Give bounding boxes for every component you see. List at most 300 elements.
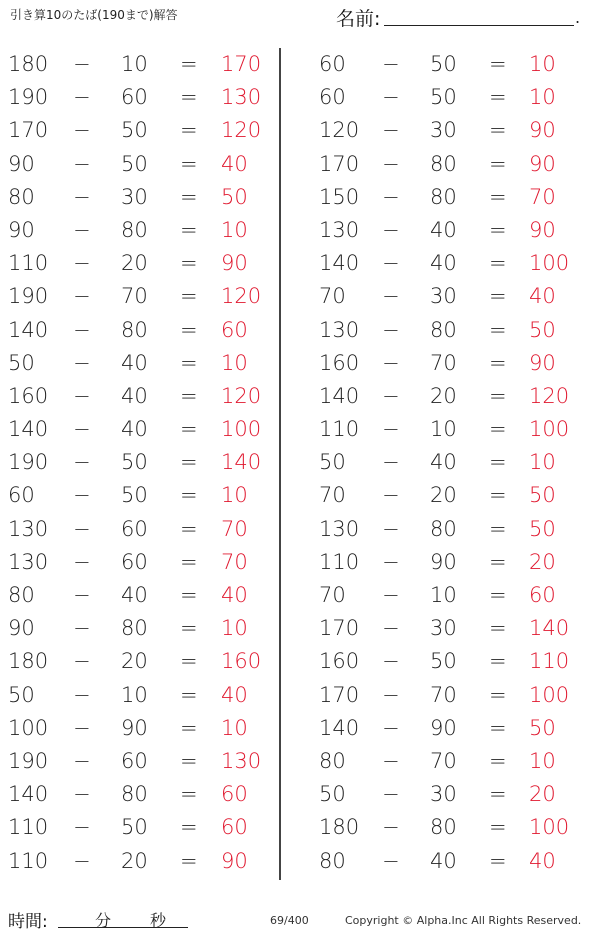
problem-row <box>0 712 279 745</box>
problem-row <box>0 612 279 645</box>
equals-sign: = <box>180 815 198 840</box>
equals-sign: = <box>180 52 198 76</box>
minus-sign: − <box>73 682 91 707</box>
minuend: 130 <box>8 549 49 574</box>
equals-sign: = <box>489 52 507 76</box>
minuend: 130 <box>8 516 49 541</box>
subtrahend: 40 <box>430 450 457 475</box>
minus-sign: − <box>382 118 400 143</box>
copyright-text: Copyright © Alpha.Inc All Rights Reserved. <box>345 914 582 927</box>
answer: 50 <box>529 715 556 740</box>
subtrahend: 50 <box>121 483 148 508</box>
subtrahend: 50 <box>121 118 148 143</box>
answer: 120 <box>221 284 262 309</box>
subtrahend: 80 <box>121 317 148 342</box>
subtrahend: 70 <box>121 284 148 309</box>
problem-row <box>0 745 279 778</box>
minuend: 80 <box>8 583 35 607</box>
problem-row <box>281 148 600 181</box>
answer: 50 <box>529 317 556 342</box>
problem-row <box>281 314 600 347</box>
subtrahend: 20 <box>430 483 457 508</box>
problem-row <box>281 380 600 413</box>
minus-sign: − <box>382 815 400 840</box>
minus-sign: − <box>73 350 91 375</box>
minus-sign: − <box>73 516 91 541</box>
minuend: 90 <box>8 616 35 641</box>
minus-sign: − <box>382 516 400 541</box>
answer: 90 <box>529 151 556 176</box>
problem-row <box>0 280 279 313</box>
equals-sign: = <box>489 217 507 242</box>
subtrahend: 40 <box>430 251 457 276</box>
answer: 50 <box>529 516 556 541</box>
subtrahend: 70 <box>430 682 457 707</box>
minus-sign: − <box>382 649 400 674</box>
subtrahend: 60 <box>121 549 148 574</box>
answer: 130 <box>221 748 262 773</box>
minus-sign: − <box>73 450 91 475</box>
minus-sign: − <box>382 616 400 641</box>
equals-sign: = <box>489 649 507 674</box>
answer: 40 <box>529 848 556 873</box>
problem-row <box>0 679 279 712</box>
problem-row <box>281 479 600 512</box>
minuend: 180 <box>8 52 49 76</box>
minuend: 180 <box>8 649 49 674</box>
equals-sign: = <box>180 483 198 508</box>
equals-sign: = <box>180 184 198 209</box>
minuend: 170 <box>319 682 360 707</box>
subtrahend: 10 <box>430 417 457 442</box>
minus-sign: − <box>73 317 91 342</box>
subtrahend: 60 <box>121 748 148 773</box>
problem-row <box>281 745 600 778</box>
minuend: 170 <box>319 616 360 641</box>
equals-sign: = <box>180 616 198 641</box>
answer: 100 <box>529 682 570 707</box>
subtrahend: 80 <box>430 317 457 342</box>
equals-sign: = <box>489 848 507 873</box>
problem-row <box>0 314 279 347</box>
subtrahend: 60 <box>121 85 148 110</box>
minus-sign: − <box>382 450 400 475</box>
minuend: 160 <box>319 649 360 674</box>
equals-sign: = <box>180 383 198 408</box>
minuend: 60 <box>319 52 346 76</box>
minus-sign: − <box>73 549 91 574</box>
answer: 60 <box>529 583 556 607</box>
minus-sign: − <box>382 682 400 707</box>
equals-sign: = <box>180 549 198 574</box>
problem-row <box>281 679 600 712</box>
problem-row <box>281 845 600 878</box>
equals-sign: = <box>489 549 507 574</box>
equals-sign: = <box>489 516 507 541</box>
problem-row <box>281 48 600 81</box>
subtrahend: 90 <box>430 715 457 740</box>
minuend: 140 <box>8 782 49 807</box>
minuend: 80 <box>319 848 346 873</box>
minus-sign: − <box>382 383 400 408</box>
problem-row <box>0 380 279 413</box>
equals-sign: = <box>489 317 507 342</box>
equals-sign: = <box>489 450 507 475</box>
equals-sign: = <box>489 151 507 176</box>
equals-sign: = <box>180 715 198 740</box>
minuend: 110 <box>319 549 360 574</box>
equals-sign: = <box>489 815 507 840</box>
subtrahend: 70 <box>430 350 457 375</box>
minuend: 180 <box>319 815 360 840</box>
equals-sign: = <box>489 417 507 442</box>
subtrahend: 80 <box>121 616 148 641</box>
problem-row <box>281 645 600 678</box>
problem-row <box>0 513 279 546</box>
answer: 70 <box>221 549 248 574</box>
minus-sign: − <box>73 848 91 873</box>
subtrahend: 80 <box>430 815 457 840</box>
minus-sign: − <box>73 85 91 110</box>
subtrahend: 90 <box>121 715 148 740</box>
minuend: 60 <box>319 85 346 110</box>
answer: 10 <box>221 350 248 375</box>
answer: 90 <box>221 251 248 276</box>
equals-sign: = <box>489 350 507 375</box>
answer: 40 <box>529 284 556 309</box>
minus-sign: − <box>73 583 91 607</box>
subtrahend: 50 <box>121 151 148 176</box>
equals-sign: = <box>489 715 507 740</box>
subtrahend: 30 <box>430 284 457 309</box>
minus-sign: − <box>382 583 400 607</box>
answer: 60 <box>221 782 248 807</box>
minus-sign: − <box>73 251 91 276</box>
answer: 20 <box>529 549 556 574</box>
equals-sign: = <box>180 217 198 242</box>
subtrahend: 80 <box>430 151 457 176</box>
problem-row <box>0 347 279 380</box>
minuend: 140 <box>319 251 360 276</box>
problem-row <box>0 546 279 579</box>
answer: 100 <box>529 251 570 276</box>
problem-row <box>281 778 600 811</box>
subtrahend: 50 <box>121 450 148 475</box>
minus-sign: − <box>382 317 400 342</box>
problem-row <box>0 81 279 114</box>
minus-sign: − <box>382 417 400 442</box>
equals-sign: = <box>489 383 507 408</box>
problem-row <box>281 114 600 147</box>
equals-sign: = <box>180 682 198 707</box>
page-number: 69/400 <box>270 914 309 927</box>
minus-sign: − <box>382 715 400 740</box>
left-problem-column <box>0 48 279 878</box>
time-label: 時間: <box>8 912 48 932</box>
problem-row <box>281 347 600 380</box>
minuend: 170 <box>319 151 360 176</box>
equals-sign: = <box>489 483 507 508</box>
minuend: 190 <box>8 748 49 773</box>
answer: 20 <box>529 782 556 807</box>
minuend: 70 <box>319 583 346 607</box>
minuend: 110 <box>8 251 49 276</box>
subtrahend: 20 <box>430 383 457 408</box>
subtrahend: 40 <box>430 848 457 873</box>
answer: 40 <box>221 583 248 607</box>
answer: 120 <box>221 118 262 143</box>
subtrahend: 30 <box>430 118 457 143</box>
equals-sign: = <box>180 118 198 143</box>
answer: 120 <box>221 383 262 408</box>
worksheet-title: 引き算10のたば(190まで)解答 <box>10 8 178 22</box>
minus-sign: − <box>382 483 400 508</box>
answer: 90 <box>529 118 556 143</box>
equals-sign: = <box>489 748 507 773</box>
minuend: 130 <box>319 317 360 342</box>
answer: 140 <box>221 450 262 475</box>
subtrahend: 80 <box>121 782 148 807</box>
minus-sign: − <box>382 284 400 309</box>
answer: 40 <box>221 682 248 707</box>
name-field[interactable] <box>384 25 574 26</box>
minus-sign: − <box>73 483 91 508</box>
answer: 10 <box>529 450 556 475</box>
minus-sign: − <box>382 782 400 807</box>
equals-sign: = <box>489 616 507 641</box>
subtrahend: 60 <box>121 516 148 541</box>
minuend: 160 <box>319 350 360 375</box>
equals-sign: = <box>180 583 198 607</box>
answer: 90 <box>529 217 556 242</box>
answer: 60 <box>221 815 248 840</box>
subtrahend: 20 <box>121 848 148 873</box>
equals-sign: = <box>180 251 198 276</box>
minuend: 110 <box>319 417 360 442</box>
subtrahend: 40 <box>121 417 148 442</box>
minuend: 80 <box>319 748 346 773</box>
problem-row <box>281 81 600 114</box>
problem-row <box>0 778 279 811</box>
problem-row <box>281 247 600 280</box>
subtrahend: 90 <box>430 549 457 574</box>
answer: 130 <box>221 85 262 110</box>
minus-sign: − <box>73 815 91 840</box>
equals-sign: = <box>180 450 198 475</box>
equals-sign: = <box>489 251 507 276</box>
problem-row <box>0 446 279 479</box>
minus-sign: − <box>73 151 91 176</box>
problem-row <box>281 513 600 546</box>
problem-row <box>0 114 279 147</box>
answer: 50 <box>529 483 556 508</box>
problem-row <box>0 811 279 844</box>
problem-row <box>281 181 600 214</box>
time-field[interactable] <box>58 927 188 928</box>
minus-sign: − <box>73 417 91 442</box>
minuend: 50 <box>319 782 346 807</box>
problem-row <box>0 48 279 81</box>
equals-sign: = <box>180 748 198 773</box>
minus-sign: − <box>73 748 91 773</box>
equals-sign: = <box>180 350 198 375</box>
equals-sign: = <box>180 151 198 176</box>
problem-row <box>0 247 279 280</box>
minus-sign: − <box>382 151 400 176</box>
seconds-label: 秒 <box>150 911 167 930</box>
problem-row <box>0 645 279 678</box>
minuend: 50 <box>319 450 346 475</box>
subtrahend: 40 <box>121 583 148 607</box>
minuend: 190 <box>8 85 49 110</box>
answer: 10 <box>221 483 248 508</box>
subtrahend: 40 <box>121 383 148 408</box>
answer: 100 <box>529 417 570 442</box>
minus-sign: − <box>73 616 91 641</box>
equals-sign: = <box>489 682 507 707</box>
minus-sign: − <box>73 649 91 674</box>
minuend: 90 <box>8 217 35 242</box>
problem-row <box>0 214 279 247</box>
answer: 160 <box>221 649 262 674</box>
equals-sign: = <box>180 284 198 309</box>
minuend: 170 <box>8 118 49 143</box>
problem-row <box>281 413 600 446</box>
equals-sign: = <box>180 649 198 674</box>
equals-sign: = <box>489 85 507 110</box>
answer: 170 <box>221 52 262 76</box>
equals-sign: = <box>180 85 198 110</box>
subtrahend: 40 <box>430 217 457 242</box>
name-label: 名前: <box>336 8 381 30</box>
answer: 100 <box>529 815 570 840</box>
minuend: 150 <box>319 184 360 209</box>
minus-sign: − <box>73 217 91 242</box>
equals-sign: = <box>180 317 198 342</box>
minus-sign: − <box>73 284 91 309</box>
answer: 50 <box>221 184 248 209</box>
minuend: 100 <box>8 715 49 740</box>
minus-sign: − <box>73 52 91 76</box>
answer: 40 <box>221 151 248 176</box>
subtrahend: 80 <box>430 516 457 541</box>
equals-sign: = <box>489 284 507 309</box>
minuend: 110 <box>8 848 49 873</box>
answer: 10 <box>529 85 556 110</box>
minuend: 90 <box>8 151 35 176</box>
subtrahend: 80 <box>121 217 148 242</box>
subtrahend: 50 <box>121 815 148 840</box>
minuend: 70 <box>319 284 346 309</box>
minus-sign: − <box>73 715 91 740</box>
answer: 90 <box>529 350 556 375</box>
minus-sign: − <box>73 184 91 209</box>
equals-sign: = <box>489 782 507 807</box>
answer: 140 <box>529 616 570 641</box>
subtrahend: 50 <box>430 649 457 674</box>
minutes-label: 分 <box>95 911 112 930</box>
answer: 110 <box>529 649 570 674</box>
problem-row <box>281 712 600 745</box>
equals-sign: = <box>489 583 507 607</box>
answer: 120 <box>529 383 570 408</box>
subtrahend: 40 <box>121 350 148 375</box>
minuend: 60 <box>8 483 35 508</box>
minus-sign: − <box>382 217 400 242</box>
minus-sign: − <box>73 383 91 408</box>
right-problem-column <box>281 48 600 878</box>
equals-sign: = <box>180 848 198 873</box>
equals-sign: = <box>180 782 198 807</box>
minus-sign: − <box>73 118 91 143</box>
subtrahend: 50 <box>430 85 457 110</box>
minus-sign: − <box>382 251 400 276</box>
subtrahend: 80 <box>430 184 457 209</box>
problem-row <box>0 148 279 181</box>
answer: 10 <box>221 715 248 740</box>
minuend: 140 <box>319 715 360 740</box>
name-end-dot: . <box>575 8 581 27</box>
minus-sign: − <box>382 848 400 873</box>
problem-row <box>0 479 279 512</box>
minus-sign: − <box>382 549 400 574</box>
equals-sign: = <box>180 417 198 442</box>
answer: 10 <box>221 217 248 242</box>
answer: 10 <box>221 616 248 641</box>
subtrahend: 50 <box>430 52 457 76</box>
minuend: 140 <box>8 317 49 342</box>
problem-row <box>281 546 600 579</box>
minus-sign: − <box>73 782 91 807</box>
answer: 10 <box>529 52 556 76</box>
subtrahend: 30 <box>430 616 457 641</box>
minuend: 110 <box>8 815 49 840</box>
answer: 10 <box>529 748 556 773</box>
minuend: 190 <box>8 284 49 309</box>
subtrahend: 10 <box>430 583 457 607</box>
problem-row <box>281 446 600 479</box>
problem-row <box>281 214 600 247</box>
problem-row <box>281 579 600 612</box>
subtrahend: 30 <box>430 782 457 807</box>
minuend: 130 <box>319 217 360 242</box>
equals-sign: = <box>489 184 507 209</box>
minuend: 70 <box>319 483 346 508</box>
answer: 70 <box>221 516 248 541</box>
minuend: 140 <box>8 417 49 442</box>
subtrahend: 70 <box>430 748 457 773</box>
problem-row <box>281 280 600 313</box>
subtrahend: 10 <box>121 52 148 76</box>
answer: 60 <box>221 317 248 342</box>
subtrahend: 10 <box>121 682 148 707</box>
minuend: 120 <box>319 118 360 143</box>
problem-row <box>0 579 279 612</box>
problem-row <box>281 811 600 844</box>
minus-sign: − <box>382 85 400 110</box>
problem-row <box>0 845 279 878</box>
minuend: 50 <box>8 350 35 375</box>
minuend: 80 <box>8 184 35 209</box>
minuend: 130 <box>319 516 360 541</box>
problem-row <box>0 181 279 214</box>
answer: 100 <box>221 417 262 442</box>
equals-sign: = <box>489 118 507 143</box>
minus-sign: − <box>382 748 400 773</box>
equals-sign: = <box>180 516 198 541</box>
minuend: 190 <box>8 450 49 475</box>
minus-sign: − <box>382 52 400 76</box>
